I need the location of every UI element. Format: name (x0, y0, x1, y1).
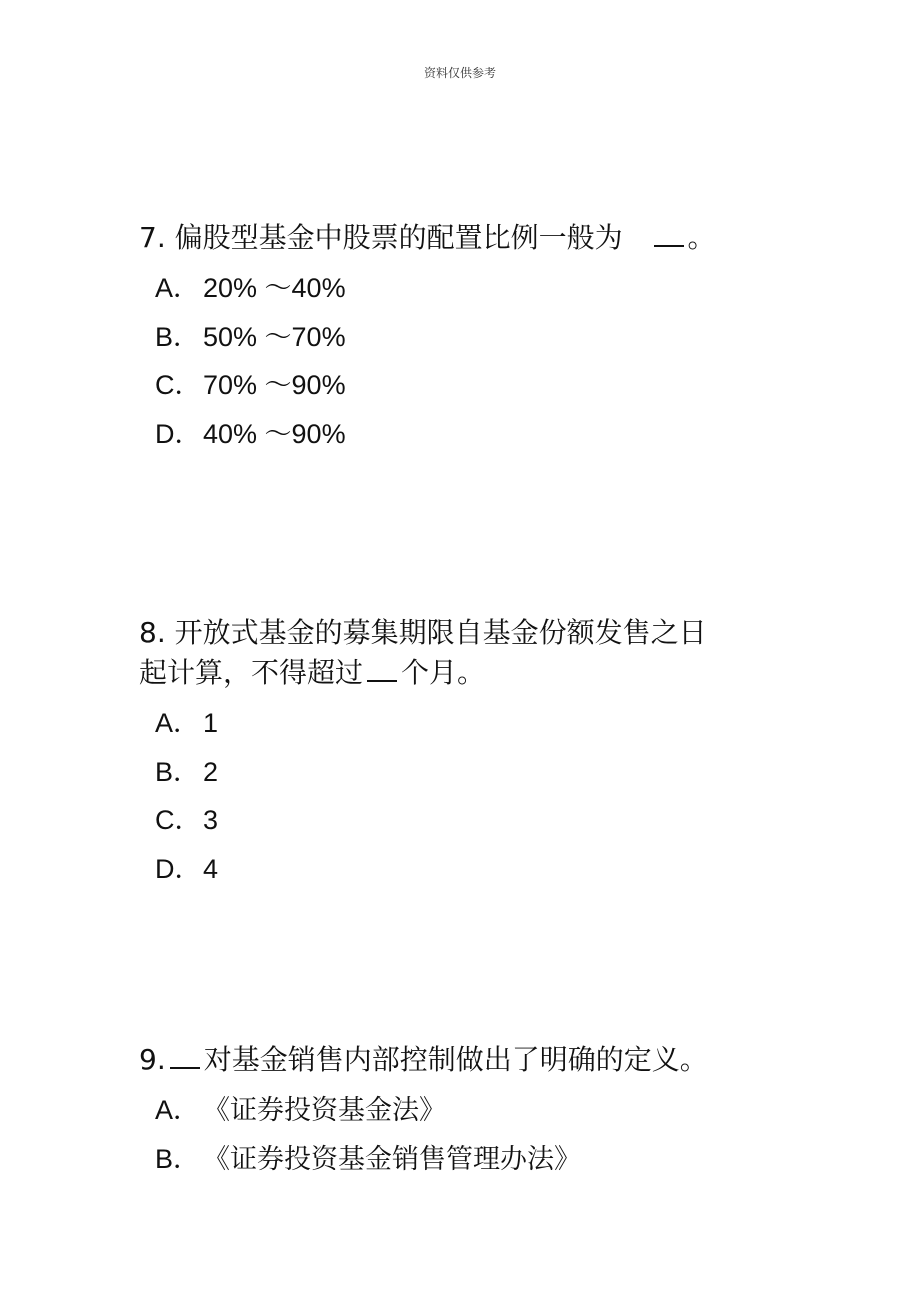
options-list (139, 264, 759, 458)
option-letter: B． (155, 756, 201, 787)
question-8 (139, 613, 759, 893)
option-a (155, 1086, 759, 1135)
answer-blank (367, 658, 397, 682)
option-letter: A． (155, 708, 201, 738)
question-text-end: 个月。 (401, 656, 486, 689)
option-b (155, 313, 759, 362)
option-letter: A． (155, 273, 201, 303)
option-b (155, 748, 759, 797)
option-letter: B． (155, 1143, 201, 1174)
option-text: 4 (203, 853, 219, 884)
option-text: 20% ～40% (203, 273, 346, 303)
options-list (139, 699, 759, 893)
option-c (155, 796, 759, 845)
question-text: 开放式基金的募集期限自基金份额发售之日 (174, 616, 707, 649)
option-letter: A． (155, 1095, 201, 1125)
question-text-end: 对基金销售内部控制做出了明确的定义。 (203, 1043, 708, 1076)
question-9 (139, 1040, 759, 1183)
option-a (155, 264, 759, 313)
question-stem (139, 218, 759, 258)
question-text: 偏股型基金中股票的配置比例一般为 (174, 221, 623, 254)
question-stem-line-2 (139, 653, 759, 693)
option-text: 《证券投资基金法》 (203, 1095, 446, 1125)
question-stem (139, 613, 759, 653)
question-stem (139, 1040, 759, 1080)
question-number: 7. (139, 221, 166, 254)
page-header: 资料仅供参考 (423, 66, 496, 80)
question-number: 9. (139, 1043, 166, 1076)
answer-blank (170, 1045, 200, 1069)
option-letter: C． (155, 370, 202, 400)
option-text: 70% ～90% (203, 370, 346, 400)
question-text: 起计算，不得超过 (139, 656, 364, 689)
answer-blank (654, 223, 684, 247)
option-letter: D． (155, 853, 202, 884)
option-a (155, 699, 759, 748)
option-c (155, 361, 759, 410)
question-text-end: 。 (687, 221, 716, 254)
options-list (139, 1086, 759, 1183)
option-d (155, 845, 759, 894)
question-7 (139, 218, 759, 458)
question-number: 8. (139, 616, 166, 649)
option-b (155, 1135, 759, 1184)
option-text: 40% ～90% (203, 418, 346, 449)
option-letter: B． (155, 321, 201, 352)
option-text: 50% ～70% (203, 321, 346, 352)
option-text: 2 (203, 756, 219, 787)
option-letter: D． (155, 418, 202, 449)
option-text: 3 (203, 805, 219, 835)
option-text: 1 (203, 708, 219, 738)
option-d (155, 410, 759, 459)
option-text: 《证券投资基金销售管理办法》 (203, 1143, 581, 1174)
option-letter: C． (155, 805, 202, 835)
